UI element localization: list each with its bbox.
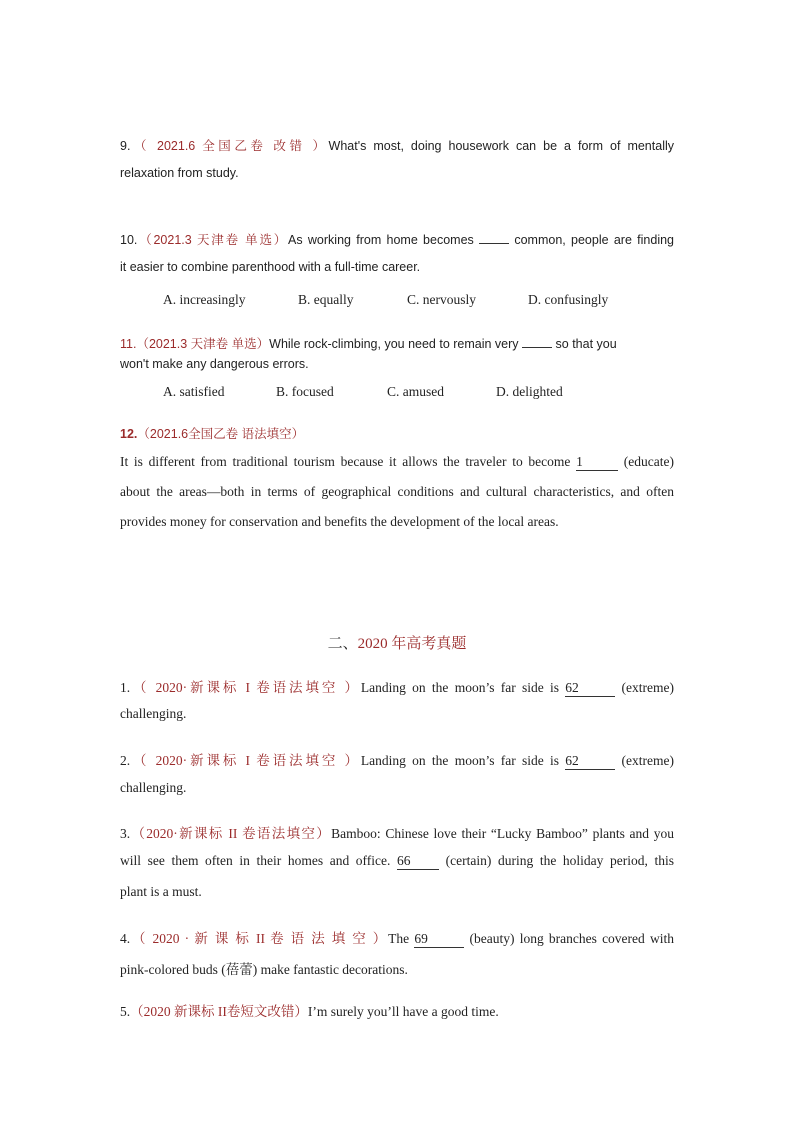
option-c[interactable]: C. amused — [387, 384, 444, 399]
question-11-line-2: won't make any dangerous errors. — [120, 357, 309, 371]
answer-blank[interactable] — [479, 243, 509, 244]
question-text: While rock-climbing, you need to remain very — [269, 337, 519, 351]
option-a[interactable]: A. increasingly — [163, 292, 246, 307]
question-2020-1 — [120, 676, 674, 722]
answer-blank[interactable]: 62 — [565, 681, 615, 697]
question-12-line-1 — [120, 454, 674, 471]
question-2020-4 — [120, 927, 674, 978]
question-line-2: challenging. — [120, 706, 187, 721]
question-text: Landing on the moon’s far side is — [360, 753, 559, 768]
question-source: （2020·新课标 II 卷语法填空） — [130, 826, 332, 841]
question-text: I’m surely you’ll have a good time. — [307, 1004, 499, 1019]
question-number: 12. — [120, 427, 138, 441]
question-9-line-2: relaxation from study. — [120, 166, 239, 180]
question-line-3: plant is a must. — [120, 884, 202, 899]
question-line-2: pink-colored buds (蓓蕾) make fantastic decorations. — [120, 962, 408, 977]
question-text: It is different from traditional tourism because it allows the traveler to become — [120, 454, 571, 469]
question-text: (certain) during the holiday period, this — [445, 853, 674, 868]
question-number: 5. — [120, 1004, 131, 1019]
question-number: 11. — [120, 337, 137, 351]
question-number: 1. — [120, 680, 131, 695]
answer-blank[interactable] — [522, 347, 552, 348]
answer-blank[interactable]: 69 — [414, 932, 464, 948]
question-text: (extreme) — [621, 680, 675, 695]
question-number: 4. — [120, 931, 131, 946]
option-c[interactable]: C. nervously — [407, 292, 476, 307]
question-2020-2 — [120, 749, 674, 796]
question-source: （2020 新课标 II卷短文改错） — [130, 1004, 308, 1019]
question-text: will see them often in their homes and office. — [120, 853, 391, 868]
question-line-1 — [120, 1000, 674, 1020]
question-text: common, people are finding — [514, 233, 674, 247]
question-source: （2021.3 天津卷 单选） — [136, 337, 270, 351]
section-heading — [0, 632, 794, 653]
question-source: （2021.6全国乙卷 语法填空） — [137, 427, 305, 441]
question-line-2: challenging. — [120, 780, 187, 795]
question-source: （2021.3 天津卷 单选） — [137, 233, 289, 247]
question-12 — [120, 424, 674, 530]
question-source: （ 2020·新课标 I 卷语法填空 ） — [130, 753, 361, 768]
question-line-2 — [120, 853, 674, 870]
option-b[interactable]: B. equally — [298, 292, 354, 307]
question-line-1 — [120, 822, 674, 839]
answer-blank[interactable]: 62 — [565, 754, 615, 770]
question-line-1 — [120, 927, 674, 944]
question-source: （ 2021.6 全国乙卷 改错 ） — [130, 139, 329, 153]
question-11 — [120, 334, 674, 371]
question-source: （ 2020 · 新 课 标 II 卷 语 法 填 空 ） — [130, 931, 389, 946]
question-text: What's most, doing housework can be a form of mentally — [328, 139, 674, 153]
question-10 — [120, 230, 674, 274]
question-line-1 — [120, 749, 674, 766]
question-text: (extreme) — [621, 753, 675, 768]
question-text: about the areas—both in terms of geographical conditions and cultural characteristics, and often — [120, 484, 674, 499]
question-2020-3 — [120, 822, 674, 900]
question-10-line-2: it easier to combine parenthood with a full-time career. — [120, 260, 421, 274]
question-9 — [120, 136, 674, 180]
question-text: Bamboo: Chinese love their “Lucky Bamboo” plants and you — [331, 826, 674, 841]
question-2020-5 — [120, 1000, 674, 1020]
question-12-header — [120, 424, 674, 442]
question-text: so that you — [555, 337, 617, 351]
answer-blank[interactable]: 1 — [576, 455, 618, 471]
question-text: The — [388, 931, 410, 946]
option-d[interactable]: D. delighted — [496, 384, 563, 399]
question-9-line-1 — [120, 136, 674, 152]
question-text: (educate) — [623, 454, 675, 469]
option-b[interactable]: B. focused — [276, 384, 334, 399]
question-11-line-1 — [120, 334, 674, 352]
question-number: 2. — [120, 753, 131, 768]
section-title: 2020 年高考真题 — [357, 636, 467, 652]
answer-blank[interactable]: 66 — [397, 854, 439, 870]
question-line-1 — [120, 676, 674, 693]
section-prefix: 二、 — [327, 636, 358, 652]
question-12-line-2 — [120, 484, 674, 501]
question-number: 3. — [120, 826, 131, 841]
question-text: As working from home becomes — [288, 233, 474, 247]
question-text: (beauty) long branches covered with — [469, 931, 674, 946]
question-number: 10. — [120, 233, 138, 247]
option-d[interactable]: D. confusingly — [528, 292, 609, 307]
question-10-line-1 — [120, 230, 674, 246]
question-text: Landing on the moon’s far side is — [360, 680, 559, 695]
question-number: 9. — [120, 139, 131, 153]
option-a[interactable]: A. satisfied — [163, 384, 225, 399]
question-12-line-3: provides money for conservation and benefits the development of the local areas. — [120, 514, 559, 529]
question-source: （ 2020·新课标 I 卷语法填空 ） — [130, 680, 361, 695]
